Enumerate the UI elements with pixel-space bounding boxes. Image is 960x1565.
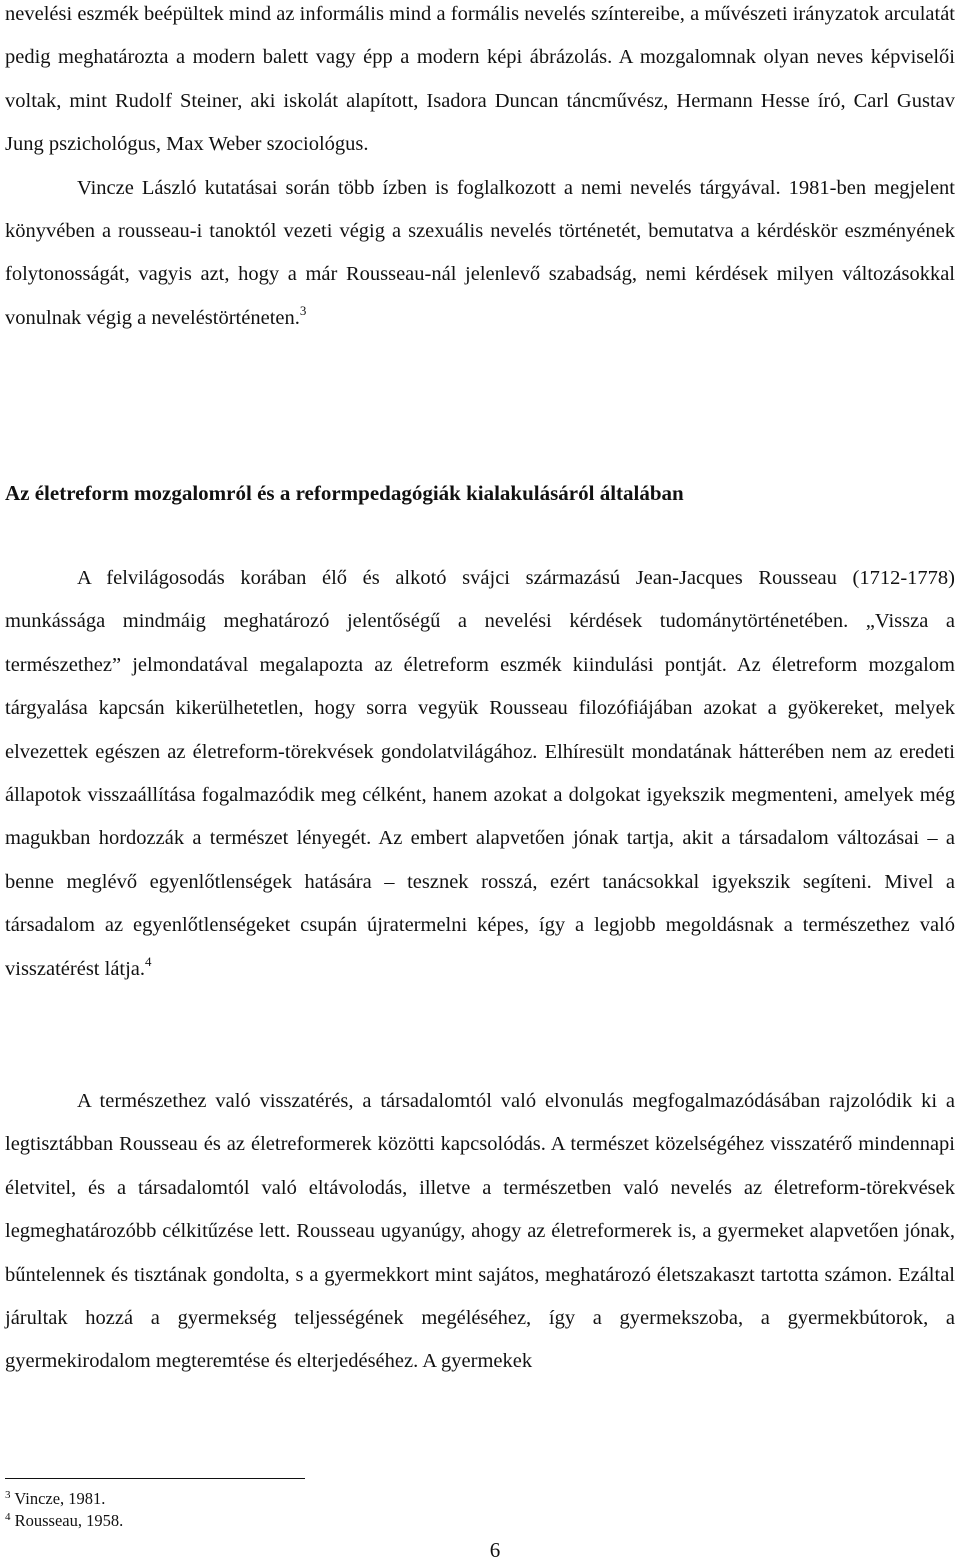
- text-block-middle: [5, 557, 955, 991]
- section-heading: Az életreform mozgalomról és a reformpedagógiák kialakulásáról általában: [5, 481, 684, 505]
- page-number: 6: [489, 1538, 501, 1562]
- paragraph-vincze-text: Vincze László kutatásai során több ízben is foglalkozott a nemi nevelés tárgyával. 1981-ben megjelent könyvében a rousseau-i tanoktól vezeti végig a szexuális nevelés történetét, bemutatva a kérdéskör eszményének folytonosságát, vagyis azt, hogy a már Rousseau-nál jelenlevő szabadság, nemi kérdések milyen változásokkal vonulnak végig a neveléstörténeten.: [5, 176, 955, 329]
- paragraph-rousseau-enlightenment: [5, 557, 955, 991]
- footnote-ref-3: 3: [299, 302, 307, 318]
- footnote-item: [5, 1510, 123, 1532]
- footnote-number: 3: [5, 1489, 11, 1501]
- text-block-bottom: [5, 1080, 955, 1384]
- footnotes: [5, 1488, 123, 1532]
- footnote-ref-4: 4: [145, 953, 152, 969]
- paragraph-return-to-nature: A természethez való visszatérés, a társadalomtól való elvonulás megfogalmazódásában rajzolódik ki a legtisztábban Rousseau és az életreformerek közötti kapcsolódás. A természet közelségéhez visszatérő mindennapi életvitel, és a társadalomtól való eltávolodás, illetve a természetben való nevelés az életreform-törekvések legmeghatározóbb célkitűzése lett. Rousseau ugyanúgy, ahogy az életreformerek is, a gyermeket alapvetően jónak, bűntelennek és tisztának gondolta, s a gyermekkort mint sajátos, meghatározó életszakaszt tartotta számon. Ezáltal járultak hozzá a gyermekség teljességének megéléséhez, így a gyermekszoba, a gyermekbútorok, a gyermekirodalom megteremtése és elterjedéséhez. A gyermekek: [5, 1090, 955, 1373]
- footnote-text: Vincze, 1981.: [14, 1489, 106, 1508]
- footnote-separator: [5, 1478, 305, 1479]
- footnote-text: Rousseau, 1958.: [14, 1511, 124, 1530]
- footnote-item: [5, 1488, 123, 1510]
- paragraph-life-reform-representatives: nevelési eszmék beépültek mind az informális mind a formális nevelés színtereibe, a művészeti irányzatok arculatát pedig meghatározta a modern balett vagy épp a modern képi ábrázolás. A mozgalomnak olyan neves képviselői voltak, mint Rudolf Steiner, aki iskolát alapított, Isadora Duncan táncművész, Hermann Hesse író, Carl Gustav Jung pszichológus, Max Weber szociológus.: [5, 3, 955, 156]
- paragraph-vincze-research: [5, 167, 955, 341]
- paragraph-rousseau-text: A felvilágosodás korában élő és alkotó svájci származású Jean-Jacques Rousseau (1712-1778) munkássága mindmáig meghatározó jelentőségű a nevelési kérdések tudománytörténetében. „Vissza a természethez” jelmondatával megalapozta az életreform eszmék kiindulási pontját. Az életreform mozgalom tárgyalása kapcsán kikerülhetetlen, hogy sorra vegyük Rousseau filozófiájában azokat a gyökereket, melyek elvezettek egészen az életreform-törekvések gondolatvilágához. Elhíresült mondatának hátterében nem az eredeti állapotok visszaállítása fogalmazódik meg célként, hanem azokat a dolgokat igyekszik megmenteni, amelyek még magukban hordozzák a természet lényegét. Az embert alapvetően jónak tartja, akit a társadalom változásai – a benne meglévő egyenlőtlenségek hatására – tesznek rosszá, ezért tanácsokkal igyekszik segíteni. Mivel a társadalom az egyenlőtlenségeket csupán újratermelni képes, így a legjobb megoldásnak a természethez való visszatérést látja.: [5, 567, 955, 980]
- text-block-top: [5, 0, 955, 340]
- footnote-number: 4: [5, 1511, 11, 1523]
